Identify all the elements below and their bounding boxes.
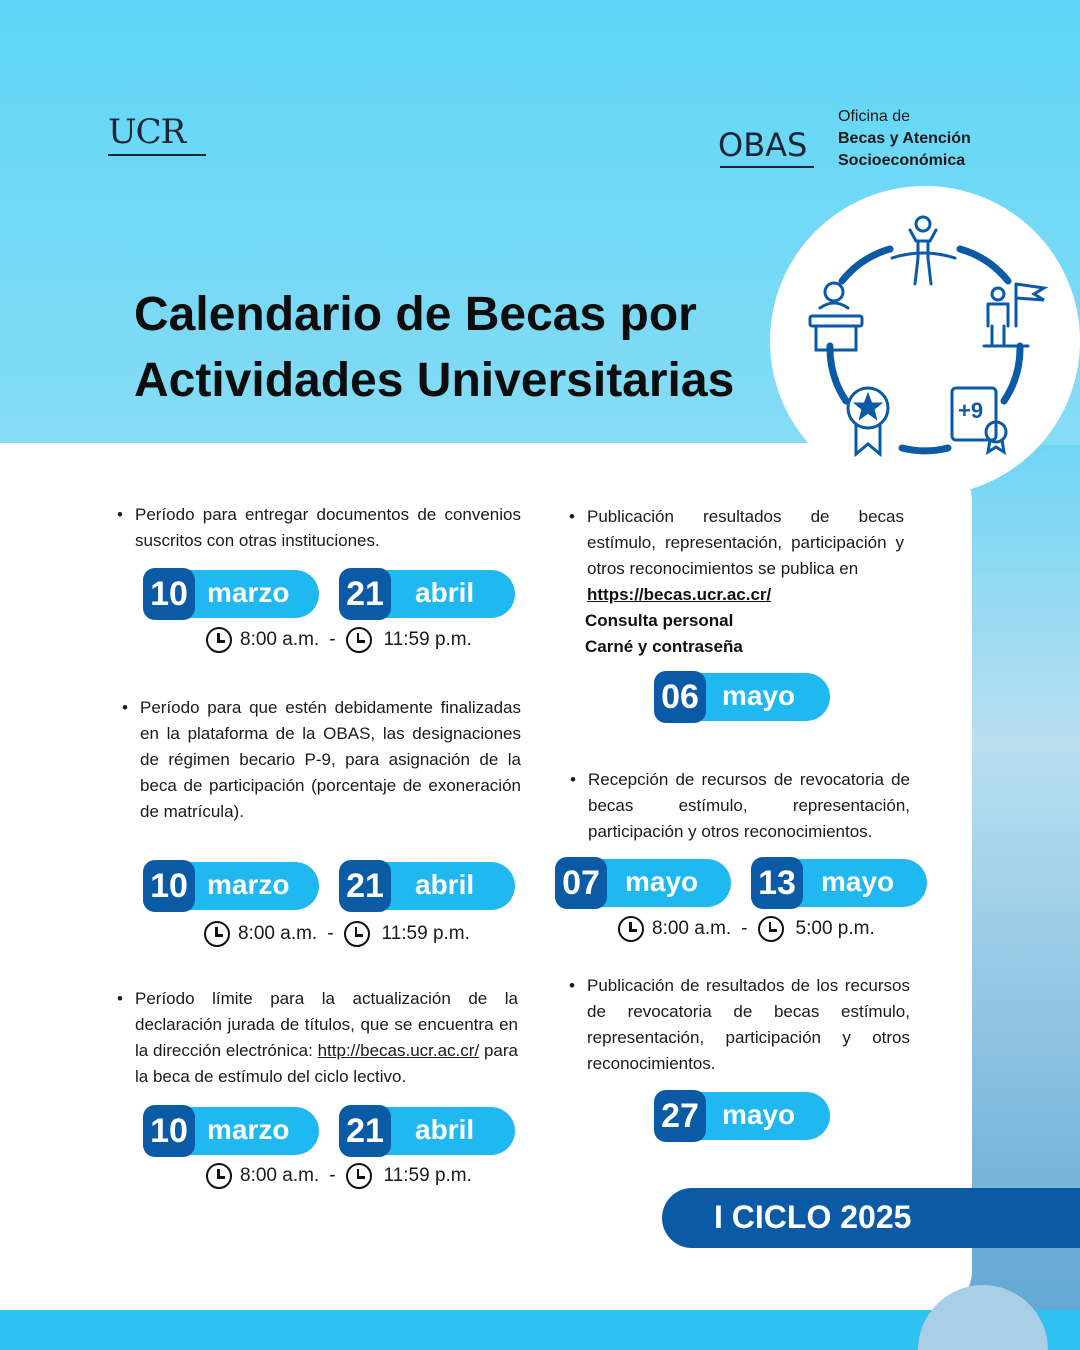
obas-logo-mark: OBAS [718, 126, 808, 164]
speaker-podium-icon [810, 283, 862, 350]
left-item-3-text: • Período límite para la actualización de la declaración jurada de títulos, que se encuentra en la dirección electrónica: http://becas.ucr.ac.cr/ para la beca de estímulo del ciclo lectivo. [135, 986, 518, 1090]
right-item-2-end-date [751, 859, 927, 907]
right-item-2-start-date [555, 859, 731, 907]
end-day: 21 [339, 860, 391, 912]
ucr-logo [108, 112, 206, 156]
becas-link[interactable]: http://becas.ucr.ac.cr/ [317, 1041, 480, 1060]
right-item-2-time: 8:00 a.m. - 5:00 p.m. [618, 916, 875, 942]
goal-flag-icon [984, 284, 1044, 346]
left-item-2-end-date [339, 862, 515, 910]
clock-icon [206, 1163, 232, 1189]
page-title: Calendario de Becas por Actividades Universitarias [134, 288, 735, 407]
start-day: 10 [143, 568, 195, 620]
month: mayo [722, 680, 796, 711]
finish-line-icon [892, 217, 955, 284]
end-month: abril [415, 869, 475, 900]
end-day: 21 [339, 1105, 391, 1157]
left-item-3-start-date [143, 1107, 319, 1155]
left-item-3-end-date [339, 1107, 515, 1155]
activities-ring-icon [770, 186, 1080, 496]
award-badge-icon [848, 388, 888, 454]
left-item-1-start-date [143, 570, 319, 618]
left-item-3-time: 8:00 a.m. - 11:59 p.m. [206, 1163, 472, 1189]
right-item-3-text: • Publicación de resultados de los recursos de revocatoria de becas estímulo, representación, participación y otros reconocimientos. [587, 973, 910, 1077]
plus9-label: +9 [958, 398, 984, 423]
left-item-1-time: 8:00 a.m. - 11:59 p.m. [206, 627, 472, 653]
clock-icon [204, 921, 230, 947]
clock-icon [346, 627, 372, 653]
obas-logo-text: Oficina de Becas y Atención Socioeconómica [838, 108, 971, 169]
end-day: 13 [751, 857, 803, 909]
end-month: abril [415, 1114, 475, 1145]
clock-icon [758, 916, 784, 942]
start-day: 07 [555, 857, 607, 909]
right-item-1-text: • Publicación resultados de becas estímulo, representación, participación y otros reconocimientos se publica en [587, 504, 904, 582]
clock-icon [344, 921, 370, 947]
start-month: marzo [207, 577, 290, 608]
results-link[interactable]: https://becas.ucr.ac.cr/ [587, 585, 772, 604]
clock-icon [618, 916, 644, 942]
right-item-2-text: • Recepción de recursos de revocatoria de becas estímulo, representación, participación y otros reconocimientos. [588, 767, 910, 845]
ucr-logo-text: UCR [108, 112, 186, 152]
left-item-2-start-date [143, 862, 319, 910]
start-month: marzo [207, 869, 290, 900]
left-item-2-time: 8:00 a.m. - 11:59 p.m. [204, 921, 470, 947]
day: 27 [654, 1090, 706, 1142]
start-month: marzo [207, 1114, 290, 1145]
cycle-label: I CICLO 2025 [662, 1188, 1080, 1248]
right-item-3-date [654, 1092, 830, 1140]
left-item-1-end-date [339, 570, 515, 618]
left-item-1-text: • Período para entregar documentos de convenios suscritos con otras instituciones. [135, 502, 521, 554]
end-day: 21 [339, 568, 391, 620]
end-month: mayo [821, 866, 895, 897]
start-month: mayo [625, 866, 699, 897]
end-month: abril [415, 577, 475, 608]
start-day: 10 [143, 860, 195, 912]
clock-icon [346, 1163, 372, 1189]
right-item-1-extra: Consulta personal Carné y contraseña [585, 611, 743, 656]
start-day: 10 [143, 1105, 195, 1157]
month: mayo [722, 1099, 796, 1130]
clock-icon [206, 627, 232, 653]
right-item-1-date [654, 673, 830, 721]
activities-badge [770, 186, 1080, 496]
day: 06 [654, 671, 706, 723]
certificate-plus9-icon [952, 388, 1006, 452]
left-item-2-text: • Período para que estén debidamente finalizadas en la plataforma de la OBAS, las designaciones de régimen becario P-9, para asignación de la beca de participación (porcentaje de exoneración de matrícula). [140, 695, 521, 825]
